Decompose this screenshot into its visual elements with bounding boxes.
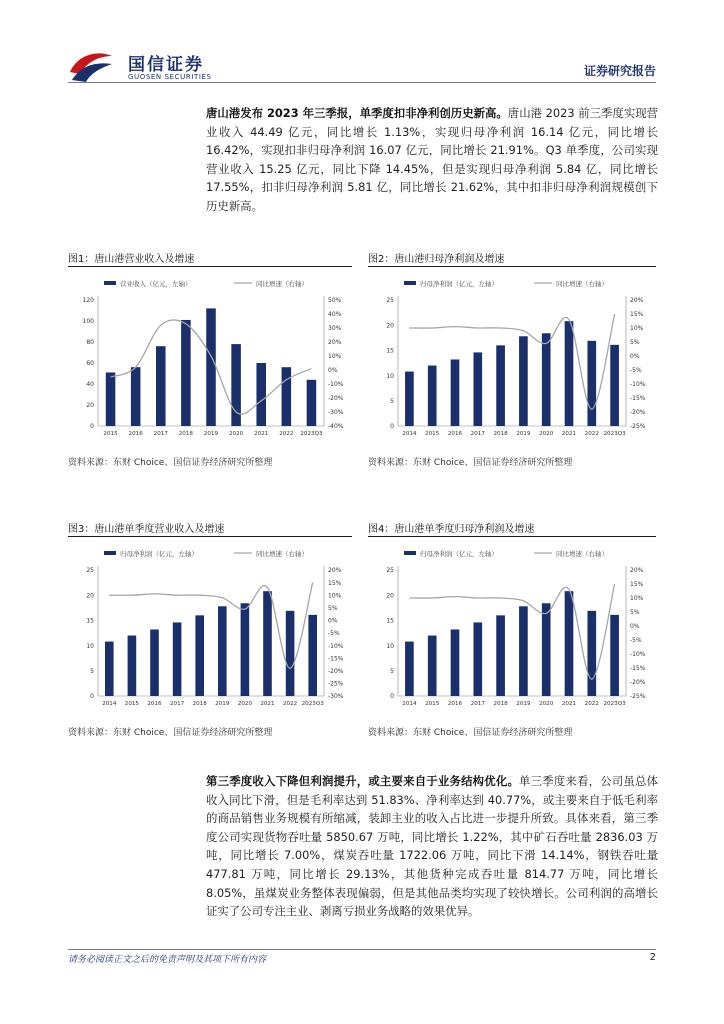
y-left-tick-label: 15 [386,617,394,625]
y-left-tick-label: 20 [86,592,94,600]
y-right-tick-label: -25% [328,680,344,688]
bar [195,615,204,696]
x-tick-label: 2017 [153,431,168,437]
y-right-tick-label: 0% [328,367,338,375]
bar [405,642,414,696]
bar [451,629,460,696]
y-right-tick-label: 0% [630,353,640,361]
y-left-tick-label: 10 [386,372,394,380]
bar [610,345,619,426]
bar [473,352,482,426]
y-right-tick-label: 30% [328,325,342,333]
x-tick-label: 2020 [539,701,554,707]
x-tick-label: 2023Q3 [301,701,324,707]
bar [565,321,574,426]
growth-line [109,583,312,669]
y-left-tick-label: 25 [86,567,94,575]
y-right-tick-label: -25% [630,423,646,431]
bar [519,606,528,696]
growth-line [409,314,614,409]
y-right-tick-label: 0% [328,617,338,625]
bar [286,611,295,696]
y-right-tick-label: -40% [328,423,344,431]
y-left-tick-label: 40 [86,381,94,389]
y-right-tick-label: 5% [630,339,640,347]
x-tick-label: 2016 [128,431,143,437]
x-tick-label: 2020 [539,431,554,437]
bar [542,603,551,696]
legend-bar-swatch [404,281,416,285]
figure-1-source: 资料来源：东财 Choice、国信证券经济研究所整理 [68,458,273,468]
header-divider [68,82,656,83]
x-tick-label: 2019 [516,431,531,437]
figure-1-rule [68,266,352,267]
y-left-tick-label: 60 [86,360,94,368]
header-title: 证券研究报告 [583,64,656,78]
legend-line-label: 同比增速（右轴） [556,280,608,288]
figure-2-source: 资料来源：东财 Choice、国信证券经济研究所整理 [368,458,573,468]
x-tick-label: 2022 [279,431,294,437]
x-tick-label: 2018 [178,431,194,437]
y-right-tick-label: -15% [630,665,646,673]
figure-2-chart [368,270,656,450]
bar [565,591,574,696]
y-left-tick-label: 20 [86,402,94,410]
figure-3-chart [68,540,354,720]
y-left-tick-label: 15 [386,347,394,355]
footer-disclaimer: 请务必阅读正文之后的免责声明及其项下所有内容 [68,955,267,965]
x-tick-label: 2021 [561,431,577,437]
y-left-tick-label: 120 [82,297,94,305]
figure-4-chart [368,540,656,720]
y-right-tick-label: -15% [328,655,344,663]
y-left-tick-label: 0 [390,693,394,701]
bar [105,642,114,696]
x-tick-label: 2018 [192,701,207,707]
y-left-tick-label: 0 [90,423,94,431]
bar [282,367,292,426]
y-left-tick-label: 5 [90,668,94,675]
bar [181,320,191,426]
x-tick-label: 2014 [402,701,417,707]
x-tick-label: 2017 [470,431,485,437]
y-left-tick-label: 15 [86,617,94,625]
legend-line-label: 同比增速（右轴） [556,550,608,558]
legend-bar-swatch [404,551,416,555]
bar [496,345,505,426]
y-left-tick-label: 100 [82,318,94,326]
legend-bar-label: 归母净利润（亿元，左轴） [120,550,198,558]
x-tick-label: 2018 [493,701,508,707]
y-right-tick-label: -20% [630,409,646,417]
x-tick-label: 2016 [447,431,463,437]
x-tick-label: 2023Q3 [603,701,626,707]
bar [519,336,528,426]
bar [542,333,551,426]
y-right-tick-label: 10% [328,592,342,600]
y-right-tick-label: 5% [630,609,640,617]
paragraph-q3-report [206,104,658,216]
logo-text-cn: 国信证券 [128,55,204,75]
bar [428,366,437,426]
bar [587,341,596,426]
y-left-tick-label: 20 [386,322,394,330]
bar [307,380,317,426]
y-left-tick-label: 80 [86,339,94,347]
figure-3-title: 图3：唐山港单季度营业收入及增速 [68,524,225,535]
x-tick-label: 2014 [102,701,117,707]
figure-4-source: 资料来源：东财 Choice、国信证券经济研究所整理 [368,728,573,738]
y-right-tick-label: 10% [630,325,644,333]
bar [241,603,250,696]
logo-text-en: GUOSEN SECURITIES [128,73,212,81]
bar [128,636,137,696]
bar [451,359,460,426]
y-right-tick-label: -25% [630,693,646,701]
bar [496,615,505,696]
legend-bar-label: 归母净利润（亿元，左轴） [420,280,498,288]
bar [206,308,216,426]
y-right-tick-label: 10% [630,595,644,603]
y-left-tick-label: 0 [390,423,394,431]
y-right-tick-label: 20% [630,297,644,305]
paragraph-body: 单三季度来看，公司虽总体收入同比下滑，但是毛利率达到 51.83%、净利率达到 40.77%，或主要来自于低毛利率的商品销售业务规模有所缩减，装卸主业的收入占比进一步提升所致。具体来看，第三季度公司实现货物吞吐量 5850.67 万吨，同比增长 1.22%，其中矿石吞吐量 2836.03 万吨，同比增长 7.00%，煤炭吞吐量 1722.06 万吨，同比下滑 14.14%，钢铁吞吐量 477.81 万吨，同比增长 29.13%，其他货种完成吞吐量 814.77 万吨，同比增长 8.05%，虽煤炭业务整体表现偏弱，但是其他品类均实现了较快增长。公司利润的高增长证实了公司专注主业、剥离亏损业务战略的效果优异。 [206,774,658,919]
y-right-tick-label: 0% [630,623,640,631]
y-right-tick-label: 20% [328,567,342,575]
legend-bar-label: 归母净利润（亿元，左轴） [420,550,498,558]
x-tick-label: 2021 [260,701,275,707]
bar [263,591,272,696]
y-left-tick-label: 25 [386,297,394,305]
x-tick-label: 2017 [470,701,485,707]
y-left-tick-label: 5 [390,668,394,675]
figure-4-rule [368,536,656,537]
y-right-tick-label: -20% [630,679,646,687]
y-right-tick-label: 5% [328,605,338,612]
bar [106,372,116,426]
bar [610,615,619,696]
bar [156,346,166,426]
y-right-tick-label: 40% [328,311,342,319]
x-tick-label: 2021 [561,701,577,707]
x-tick-label: 2014 [402,431,417,437]
bar [473,622,482,696]
figure-3-source: 资料来源：东财 Choice、国信证券经济研究所整理 [68,728,273,738]
figure-1-title: 图1：唐山港营业收入及增速 [68,254,195,265]
page-number: 2 [649,952,656,963]
legend-line-label: 同比增速（右轴） [256,280,308,288]
y-right-tick-label: -5% [328,630,340,638]
paragraph-q3-analysis [206,772,658,921]
y-right-tick-label: -5% [630,637,642,645]
y-left-tick-label: 5 [390,398,394,405]
x-tick-label: 2023Q3 [300,431,323,437]
paragraph-lead: 唐山港发布 2023 年三季报，单季度扣非净利创历史新高。 [206,106,508,120]
legend-bar-swatch [104,551,116,555]
figure-1-chart [68,270,354,450]
paragraph-body: 唐山港 2023 前三季度实现营业收入 44.49 亿元，同比增长 1.13%，实现归母净利润 16.14 亿元，同比增长 16.42%，实现扣非归母净利润 16.07 亿元，同比增长 21.91%。Q3 单季度，公司实现营业收入 15.25 亿元，同比下降 14.45%，但是实现归母净利润 5.84 亿，同比增长 17.55%，扣非归母净利润 5.81 亿，同比增长 21.62%，其中扣非归母净利润规模创下历史新高。 [206,106,659,213]
legend-bar-swatch [104,281,116,285]
bar [428,636,437,696]
paragraph-lead: 第三季度收入下降但利润提升，或主要来自于业务结构优化。 [206,774,520,788]
x-tick-label: 2015 [425,701,440,707]
figure-2-rule [368,266,656,267]
y-right-tick-label: -20% [328,395,344,403]
bar [587,611,596,696]
y-right-tick-label: 20% [630,567,644,575]
y-right-tick-label: -30% [328,693,344,701]
x-tick-label: 2015 [124,701,140,707]
x-tick-label: 2019 [516,701,531,707]
growth-line [409,584,614,679]
y-right-tick-label: 10% [328,353,342,361]
bar [218,606,227,696]
x-tick-label: 2022 [584,701,599,707]
x-tick-label: 2023Q3 [603,431,626,437]
y-right-tick-label: 15% [328,579,342,587]
legend-line-label: 同比增速（右轴） [256,550,308,558]
y-right-tick-label: -30% [328,409,344,417]
bar [256,363,266,426]
x-tick-label: 2017 [169,701,185,707]
bar [131,367,141,426]
y-right-tick-label: 20% [328,339,342,347]
y-left-tick-label: 0 [90,693,94,701]
figure-2-title: 图2：唐山港归母净利润及增速 [368,254,505,265]
x-tick-label: 2022 [282,701,298,707]
y-left-tick-label: 25 [386,567,394,575]
y-right-tick-label: 50% [328,297,342,305]
y-right-tick-label: -10% [630,381,646,389]
x-tick-label: 2020 [237,701,253,707]
y-right-tick-label: -10% [630,651,646,659]
y-left-tick-label: 10 [86,642,94,650]
bar [150,629,159,696]
figure-3-rule [68,536,352,537]
y-right-tick-label: -10% [328,381,344,389]
x-tick-label: 2016 [147,701,162,707]
x-tick-label: 2016 [447,701,463,707]
bar [308,615,317,696]
y-right-tick-label: 15% [630,581,644,589]
x-tick-label: 2019 [203,431,219,437]
y-right-tick-label: -10% [328,642,344,650]
y-right-tick-label: -15% [630,395,646,403]
x-tick-label: 2015 [103,431,118,437]
x-tick-label: 2015 [425,431,440,437]
legend-bar-label: 营业收入（亿元，左轴） [120,280,192,288]
figure-4-title: 图4：唐山港单季度归母净利润及增速 [368,524,535,535]
y-right-tick-label: 15% [630,311,644,319]
bar [405,372,414,426]
x-tick-label: 2019 [215,701,230,707]
y-right-tick-label: -5% [630,367,642,375]
y-left-tick-label: 20 [386,592,394,600]
x-tick-label: 2018 [493,431,508,437]
x-tick-label: 2020 [228,431,244,437]
y-left-tick-label: 10 [386,642,394,650]
guosen-logo-icon [68,50,114,84]
y-right-tick-label: -20% [328,668,344,675]
x-tick-label: 2022 [584,431,599,437]
footer-divider [68,949,656,950]
x-tick-label: 2021 [254,431,269,437]
bar [173,622,182,696]
